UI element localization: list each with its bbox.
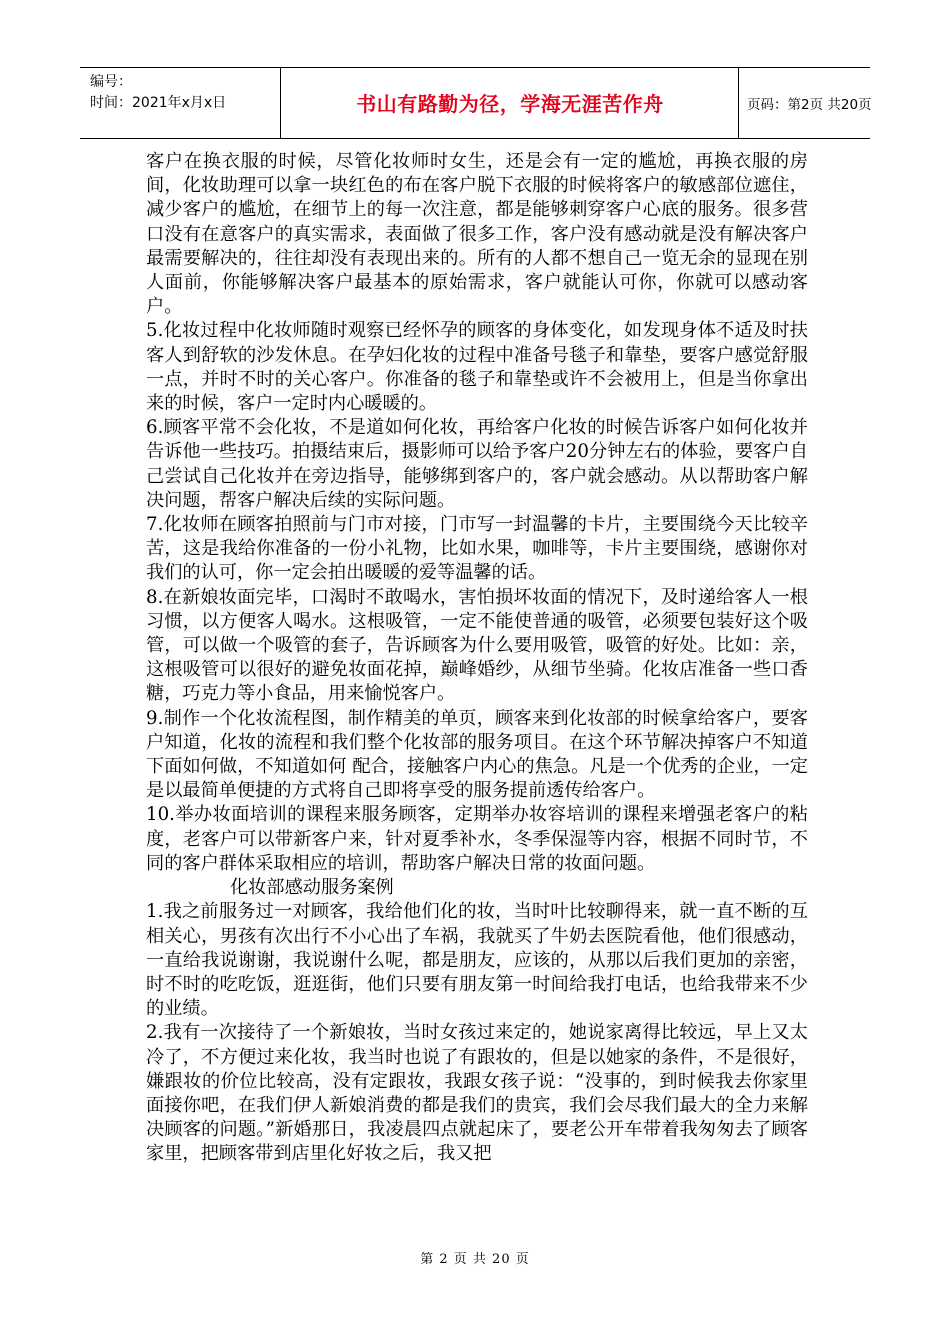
date-label: 时间：2021年x月x日	[90, 95, 227, 111]
paragraph-item-9: 9.制作一个化妆流程图，制作精美的单页，顾客来到化妆部的时候拿给客户，要客户知道，化妆的流程和我们整个化妆部的服务项目。在这个环节解决掉客户不知道下面如何做，不知道如何 配合，接触客户内心的焦急。凡是一个优秀的企业，一定是以最简单便捷的方式将自己即将享受的服务提前透传给客户。	[146, 707, 808, 802]
case-paragraph-2: 2.我有一次接待了一个新娘妆，当时女孩过来定的，她说家离得比较远，早上又太冷了，不方便过来化妆，我当时也说了有跟妆的，但是以她家的条件，不是很好，嫌跟妆的价位比较高，没有定跟妆，我跟女孩子说：“没事的，到时候我去你家里面接你吧，在我们伊人新娘消费的都是我们的贵宾，我们会尽我们最大的全力来解决顾客的问题。”新婚那日，我凌晨四点就起床了，要老公开车带着我匆匆去了顾客家里，把顾客带到店里化好妆之后，我又把	[146, 1022, 808, 1165]
paragraph-item-8: 8.在新娘妆面完毕，口渴时不敢喝水，害怕损坏妆面的情况下，及时递给客人一根习惯，以方便客人喝水。这根吸管，一定不能使普通的吸管，必须要包装好这个吸管，可以做一个吸管的套子，告诉顾客为什么要用吸管，吸管的好处。比如：亲，这根吸管可以很好的避免妆面花掉，巅峰婚纱，从细节坐骑。化妆店准备一些口香糖，巧克力等小食品，用来愉悦客户。	[146, 586, 808, 705]
page-footer: 第 2 页 共 20 页	[420, 1252, 530, 1267]
paragraph-item-5: 5.化妆过程中化妆师随时观察已经怀孕的顾客的身体变化，如发现身体不适及时扶客人到舒软的沙发休息。在孕妇化妆的过程中准备号毯子和靠垫，要客户感觉舒服一点，并时不时的关心客户。你准备的毯子和靠垫或许不会被用上，但是当你拿出来的时候，客户一定时内心暖暖的。	[146, 320, 808, 415]
motto-text: 书山有路勤为径，学海无涯苦作舟	[356, 92, 664, 116]
section-heading: 化妆部感动服务案例	[230, 877, 394, 899]
paragraph-intro: 客户在换衣服的时候，尽管化妆师时女生，还是会有一定的尴尬，再换衣服的房间，化妆助理可以拿一块红色的布在客户脱下衣服的时候将客户的敏感部位遮住，减少客户的尴尬，在细节上的每一次注意，都是能够刺穿客户心底的服务。很多营口没有在意客户的真实需求，表面做了很多工作，客户没有感动就是没有解决客户最需要解决的，往往却没有表现出来的。所有的人都不想自己一览无余的显现在别人面前，你能够解决客户最基本的原始需求，客户就能认可你，你就可以感动客户。	[146, 151, 808, 318]
header-page-cell	[738, 68, 871, 138]
paragraph-item-6: 6.顾客平常不会化妆，不是道如何化妆，再给客户化妆的时候告诉客户如何化妆并告诉他一些技巧。拍摄结束后，摄影师可以给予客户20分钟左右的体验，要客户自己尝试自己化妆并在旁边指导，能够绑到客户的，客户就会感动。从以帮助客户解决问题，帮客户解决后续的实际问题。	[146, 417, 808, 511]
number-label: 编号：	[90, 74, 132, 90]
document-header	[80, 67, 870, 139]
page-info: 页码：第2页 共20页	[747, 97, 872, 113]
header-motto-cell	[280, 68, 739, 138]
paragraph-item-10: 10.举办妆面培训的课程来服务顾客，定期举办妆容培训的课程来增强老客户的粘度，老客户可以带新客户来，针对夏季补水，冬季保湿等内容，根据不同时节，不同的客户群体采取相应的培训，帮助客户解决日常的妆面问题。	[146, 804, 808, 874]
case-paragraph-1: 1.我之前服务过一对顾客，我给他们化的妆，当时叶比较聊得来，就一直不断的互相关心，男孩有次出行不小心出了车祸，我就买了牛奶去医院看他，他们很感动，一直给我说谢谢，我说谢什么呢，都是朋友，应该的，从那以后我们更加的亲密，时不时的吃吃饭，逛逛街，他们只要有朋友第一时间给我打电话，也给我带来不少的业绩。	[146, 901, 808, 1020]
header-meta-cell	[80, 68, 280, 138]
paragraph-item-7: 7.化妆师在顾客拍照前与门市对接，门市写一封温馨的卡片，主要围绕今天比较辛苦，这是我给你准备的一份小礼物，比如水果，咖啡等，卡片主要围绕，感谢你对我们的认可，你一定会拍出暖暖的爱等温馨的话。	[146, 514, 808, 584]
document-body	[146, 150, 808, 1167]
